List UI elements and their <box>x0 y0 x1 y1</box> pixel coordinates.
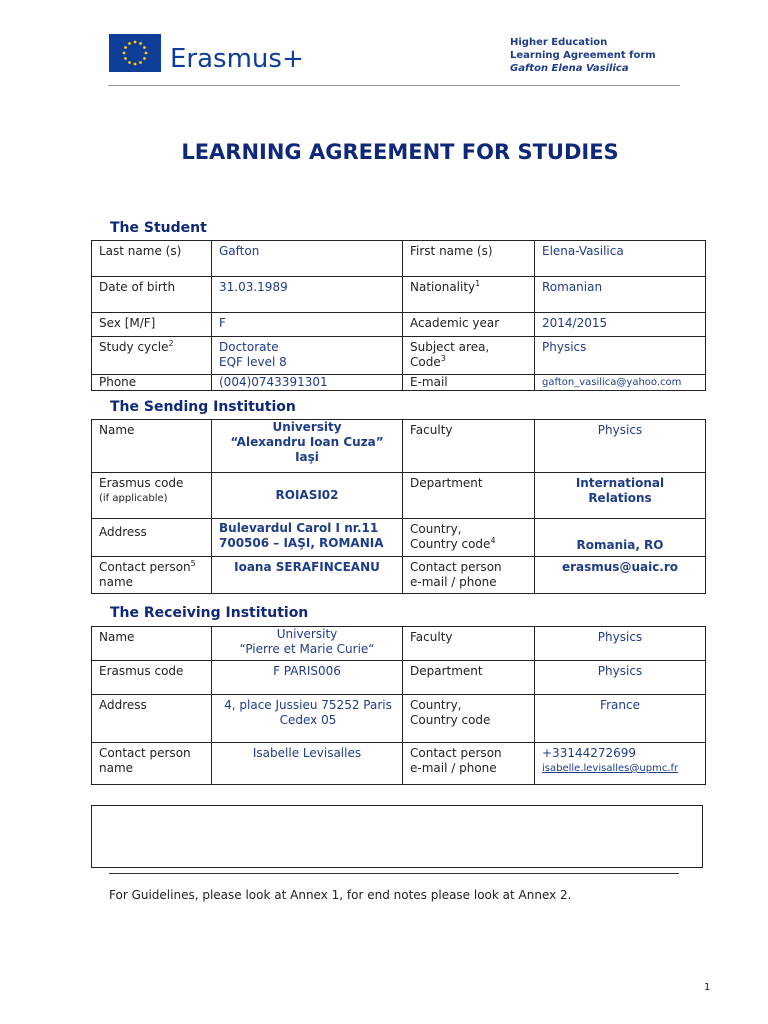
receiving-department-label: Department <box>403 661 535 695</box>
sending-faculty-label: Faculty <box>403 420 535 473</box>
sex-label: Sex [M/F] <box>92 313 212 337</box>
sending-name-line3: Iaşi <box>295 450 319 464</box>
sending-contact-email-label-line1: Contact person <box>410 560 502 574</box>
subject-note: 3 <box>440 354 446 363</box>
nationality-label-cell <box>403 277 535 313</box>
sending-erasmus-label: Erasmus code <box>99 476 184 490</box>
receiving-contact-email[interactable]: isabelle.levisalles@upmc.fr <box>542 763 679 774</box>
table-row <box>92 277 706 313</box>
receiving-address-line2: Cedex 05 <box>279 713 337 727</box>
study-cycle-note: 2 <box>168 339 174 348</box>
empty-notes-box <box>91 805 703 868</box>
table-row <box>92 420 706 473</box>
sending-name-value <box>212 420 403 473</box>
table-row <box>92 519 706 557</box>
sending-contact-email-label-cell <box>403 557 535 594</box>
table-row <box>92 627 706 661</box>
sending-name-label: Name <box>92 420 212 473</box>
receiving-country-value: France <box>535 695 706 743</box>
receiving-contact-value <box>535 743 706 785</box>
eu-flag-logo <box>109 34 161 72</box>
sending-address-line1: Bulevardul Carol I nr.11 <box>219 521 379 535</box>
last-name-label: Last name (s) <box>92 241 212 277</box>
table-row <box>92 743 706 785</box>
first-name-value: Elena-Vasilica <box>535 241 706 277</box>
receiving-contact-email-label-line1: Contact person <box>410 746 502 760</box>
table-row <box>92 337 706 375</box>
study-cycle-line1: Doctorate <box>219 340 279 354</box>
table-row <box>92 375 706 391</box>
table-row <box>92 557 706 594</box>
receiving-contact-phone: +33144272699 <box>542 746 637 760</box>
guidelines-note: For Guidelines, please look at Annex 1, for end notes please look at Annex 2. <box>109 888 572 902</box>
study-cycle-label-cell <box>92 337 212 375</box>
nationality-label: Nationality <box>410 280 476 294</box>
sending-country-label-cell <box>403 519 535 557</box>
sending-address-line2: 700506 – IAŞI, ROMANIA <box>219 536 384 550</box>
nationality-note: 1 <box>475 279 481 288</box>
sending-table <box>91 419 706 594</box>
email-value: gafton_vasilica@yahoo.com <box>535 375 706 391</box>
receiving-department-value: Physics <box>535 661 706 695</box>
sending-faculty-value: Physics <box>535 420 706 473</box>
receiving-name-label: Name <box>92 627 212 661</box>
header-divider <box>108 85 680 86</box>
dob-value: 31.03.1989 <box>212 277 403 313</box>
academic-year-value: 2014/2015 <box>535 313 706 337</box>
last-name-value: Gafton <box>212 241 403 277</box>
sending-contact-note: 5 <box>190 559 196 568</box>
study-cycle-line2: EQF level 8 <box>219 355 287 369</box>
subject-label-line2: Code <box>410 355 441 369</box>
sending-name-line2: “Alexandru Ioan Cuza” <box>230 435 384 449</box>
sending-department-label: Department <box>403 473 535 519</box>
study-cycle-value <box>212 337 403 375</box>
receiving-table <box>91 626 706 785</box>
receiving-erasmus-code: F PARIS006 <box>212 661 403 695</box>
sending-contact-label-line2: name <box>99 575 134 589</box>
receiving-contact-email-label-line2: e-mail / phone <box>410 761 497 775</box>
eu-stars-icon <box>109 34 161 72</box>
sending-contact-name: Ioana SERAFINCEANU <box>212 557 403 594</box>
sending-erasmus-note: (if applicable) <box>99 493 168 504</box>
sending-address-label: Address <box>92 519 212 557</box>
table-row <box>92 313 706 337</box>
study-cycle-label: Study cycle <box>99 340 169 354</box>
table-row <box>92 241 706 277</box>
page-number: 1 <box>704 982 711 993</box>
receiving-contact-name: Isabelle Levisalles <box>212 743 403 785</box>
table-row <box>92 695 706 743</box>
receiving-faculty-value: Physics <box>535 627 706 661</box>
receiving-country-label-line2: Country code <box>410 713 491 727</box>
erasmus-logo-text: Erasmus+ <box>170 44 304 74</box>
sending-department-value <box>535 473 706 519</box>
nationality-value: Romanian <box>535 277 706 313</box>
sending-contact-label-line1: Contact person <box>99 560 191 574</box>
subject-label-line1: Subject area, <box>410 340 490 354</box>
doc-info-line1: Higher Education <box>510 37 608 48</box>
receiving-name-value <box>212 627 403 661</box>
page-title: LEARNING AGREEMENT FOR STUDIES <box>181 140 619 164</box>
subject-label-cell <box>403 337 535 375</box>
table-row <box>92 473 706 519</box>
student-heading: The Student <box>110 220 207 236</box>
receiving-contact-email-label-cell <box>403 743 535 785</box>
subject-value: Physics <box>535 337 706 375</box>
sending-country-label-line1: Country, <box>410 522 462 536</box>
document-info <box>510 36 656 75</box>
receiving-country-label-cell <box>403 695 535 743</box>
receiving-contact-label-line1: Contact person <box>99 746 191 760</box>
dob-label: Date of birth <box>92 277 212 313</box>
sex-value: F <box>212 313 403 337</box>
footer-divider <box>109 873 679 874</box>
receiving-name-line1: University <box>276 627 338 641</box>
receiving-contact-label-line2: name <box>99 761 134 775</box>
receiving-contact-label-cell <box>92 743 212 785</box>
sending-contact-email-label-line2: e-mail / phone <box>410 575 497 589</box>
email-label: E-mail <box>403 375 535 391</box>
first-name-label: First name (s) <box>403 241 535 277</box>
sending-country-value: Romania, RO <box>535 519 706 557</box>
receiving-address-line1: 4, place Jussieu 75252 Paris <box>224 698 392 712</box>
receiving-country-label-line1: Country, <box>410 698 462 712</box>
receiving-erasmus-label: Erasmus code <box>92 661 212 695</box>
receiving-heading: The Receiving Institution <box>110 605 309 621</box>
academic-year-label: Academic year <box>403 313 535 337</box>
sending-department-line1: International <box>575 476 665 490</box>
receiving-faculty-label: Faculty <box>403 627 535 661</box>
sending-name-line1: University <box>272 420 342 434</box>
phone-value: (004)0743391301 <box>212 375 403 391</box>
sending-erasmus-label-cell <box>92 473 212 519</box>
receiving-address-value <box>212 695 403 743</box>
sending-department-line2: Relations <box>588 491 652 505</box>
receiving-address-label: Address <box>92 695 212 743</box>
sending-erasmus-code: ROIASI02 <box>212 473 403 519</box>
table-row <box>92 661 706 695</box>
student-table <box>91 240 706 391</box>
receiving-name-line2: “Pierre et Marie Curie“ <box>239 642 375 656</box>
doc-info-line2: Learning Agreement form <box>510 50 656 61</box>
sending-contact-email: erasmus@uaic.ro <box>535 557 706 594</box>
sending-address-value <box>212 519 403 557</box>
sending-contact-label-cell <box>92 557 212 594</box>
sending-country-note: 4 <box>490 536 496 545</box>
sending-heading: The Sending Institution <box>110 399 296 415</box>
phone-label: Phone <box>92 375 212 391</box>
sending-country-label-line2: Country code <box>410 537 491 551</box>
doc-info-line3: Gafton Elena Vasilica <box>510 63 629 74</box>
